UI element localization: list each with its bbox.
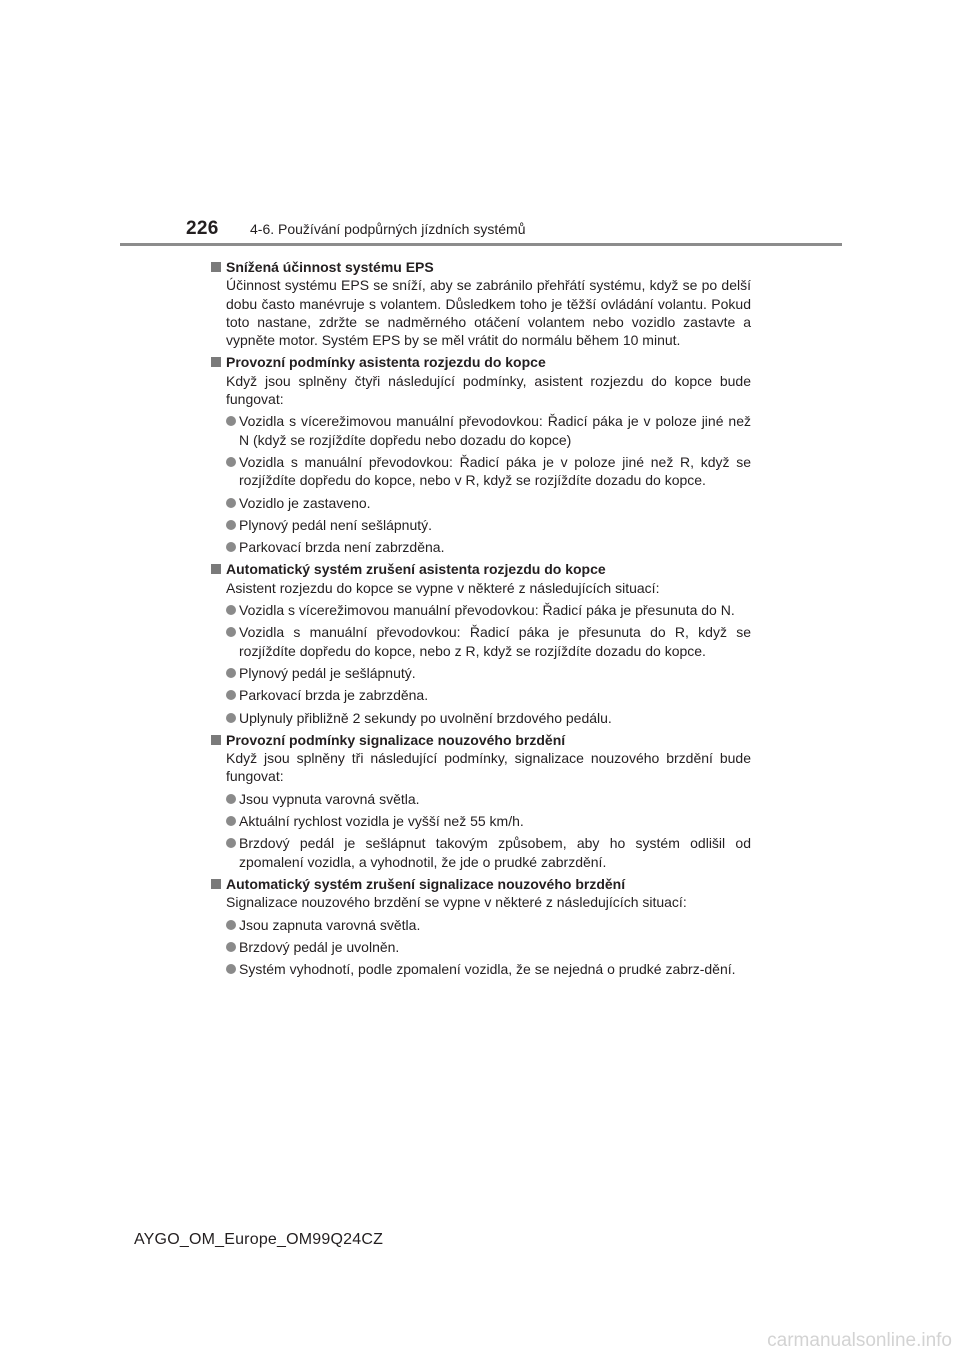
round-bullet-icon [226,498,236,508]
section-heading [211,875,751,893]
list-item [211,623,751,660]
section-heading-text: Snížená účinnost systému EPS [226,259,434,275]
section-heading [211,560,751,578]
list-item [211,538,751,556]
list-item [211,960,751,978]
section-heading-text: Automatický systém zrušení signalizace nouzového brzdění [226,875,626,892]
list-item-text: Parkovací brzda je zabrzděna. [239,687,429,704]
document-code: AYGO_OM_Europe_OM99Q24CZ [134,1231,384,1248]
watermark: carmanualsonline.info [767,1330,952,1351]
list-item-text: Vozidla s vícerežimovou manuální převodovkou: Řadicí páka je v poloze jiné než N (když se rozjíždíte dopředu nebo dozadu do kopce) [239,413,751,448]
list-item [211,494,751,512]
section-heading [211,353,751,371]
list-item-text: Jsou vypnuta varovná světla. [239,790,420,807]
chapter-title: 4-6. Používání podpůrných jízdních systémů [250,221,526,237]
round-bullet-icon [226,816,236,826]
round-bullet-icon [226,690,236,700]
round-bullet-icon [226,520,236,530]
list-item-text: Uplynuly přibližně 2 sekundy po uvolnění brzdového pedálu. [239,709,612,726]
list-item [211,938,751,956]
square-bullet-icon [211,735,221,745]
page-content [211,254,751,978]
list-item-text: Vozidla s vícerežimovou manuální převodovkou: Řadicí páka je přesunuta do N. [239,602,735,619]
section-paragraph: Asistent rozjezdu do kopce se vypne v některé z následujících situací: [226,579,660,596]
list-item-text: Plynový pedál není sešlápnutý. [239,516,433,533]
list-item [211,709,751,727]
list-item [211,516,751,534]
list-item [211,790,751,808]
page-header [0,0,960,250]
list-item-text: Jsou zapnuta varovná světla. [239,916,421,933]
section-heading [211,731,751,749]
list-item-text: Vozidla s manuální převodovkou: Řadicí páka je přesunuta do R, když se rozjíždíte dopředu do kopce, nebo z R, když se rozjíždíte dozadu do kopce. [239,624,751,659]
section-paragraph: Když jsou splněny čtyři následující podmínky, asistent rozjezdu do kopce bude fungovat: [226,372,751,408]
list-item [211,664,751,682]
square-bullet-icon [211,564,221,574]
list-item-text: Vozidlo je zastaveno. [239,494,371,511]
square-bullet-icon [211,879,221,889]
round-bullet-icon [226,605,236,615]
list-item [211,916,751,934]
list-item [211,601,751,619]
list-item-text: Systém vyhodnotí, podle zpomalení vozidla, že se nejedná o prudké zabrz-dění. [239,961,736,978]
list-item [211,834,751,871]
round-bullet-icon [226,964,236,974]
page-number: 226 [186,218,219,239]
list-item [211,812,751,830]
square-bullet-icon [211,357,221,367]
section-paragraph: Účinnost systému EPS se sníží, aby se zabránilo přehřátí systému, když se po delší dobu často manévruje s volantem. Důsledkem toho je těžší ovládání volantu. Pokud toto nastane, zdržte se nadměrného otáčení volantem nebo vozidlo zastavte a vypněte motor. Systém EPS by se měl vrátit do normálu během 10 minut. [226,277,751,349]
round-bullet-icon [226,457,236,467]
list-item-text: Brzdový pedál je sešlápnut takovým způsobem, aby ho systém odlišil od zpomalení vozidla, a vyhodnotil, že jde o prudké zabrzdění. [239,835,751,870]
section-heading [211,258,751,276]
round-bullet-icon [226,838,236,848]
list-item [211,686,751,704]
round-bullet-icon [226,542,236,552]
list-item-text: Plynový pedál je sešlápnutý. [239,664,416,681]
list-item [211,453,751,490]
list-item-text: Brzdový pedál je uvolněn. [239,938,400,955]
section-paragraph: Signalizace nouzového brzdění se vypne v některé z následujících situací: [226,894,687,911]
section-paragraph: Když jsou splněny tři následující podmínky, signalizace nouzového brzdění bude fungovat: [226,750,751,785]
list-item [211,412,751,449]
round-bullet-icon [226,794,236,804]
list-item-text: Aktuální rychlost vozidla je vyšší než 55 km/h. [239,813,524,830]
section-heading-text: Provozní podmínky signalizace nouzového brzdění [226,731,566,748]
list-item-text: Parkovací brzda není zabrzděna. [239,539,445,556]
round-bullet-icon [226,668,236,678]
section-heading-text: Provozní podmínky asistenta rozjezdu do kopce [226,354,546,371]
round-bullet-icon [226,627,236,637]
square-bullet-icon [211,262,221,272]
round-bullet-icon [226,942,236,952]
round-bullet-icon [226,713,236,723]
list-item-text: Vozidla s manuální převodovkou: Řadicí páka je v poloze jiné než R, když se rozjíždíte dopředu do kopce, nebo v R, když se rozjíždíte dozadu do kopce. [239,453,751,489]
section-heading-text: Automatický systém zrušení asistenta rozjezdu do kopce [226,561,606,578]
round-bullet-icon [226,416,236,426]
header-rule [120,243,842,246]
round-bullet-icon [226,920,236,930]
